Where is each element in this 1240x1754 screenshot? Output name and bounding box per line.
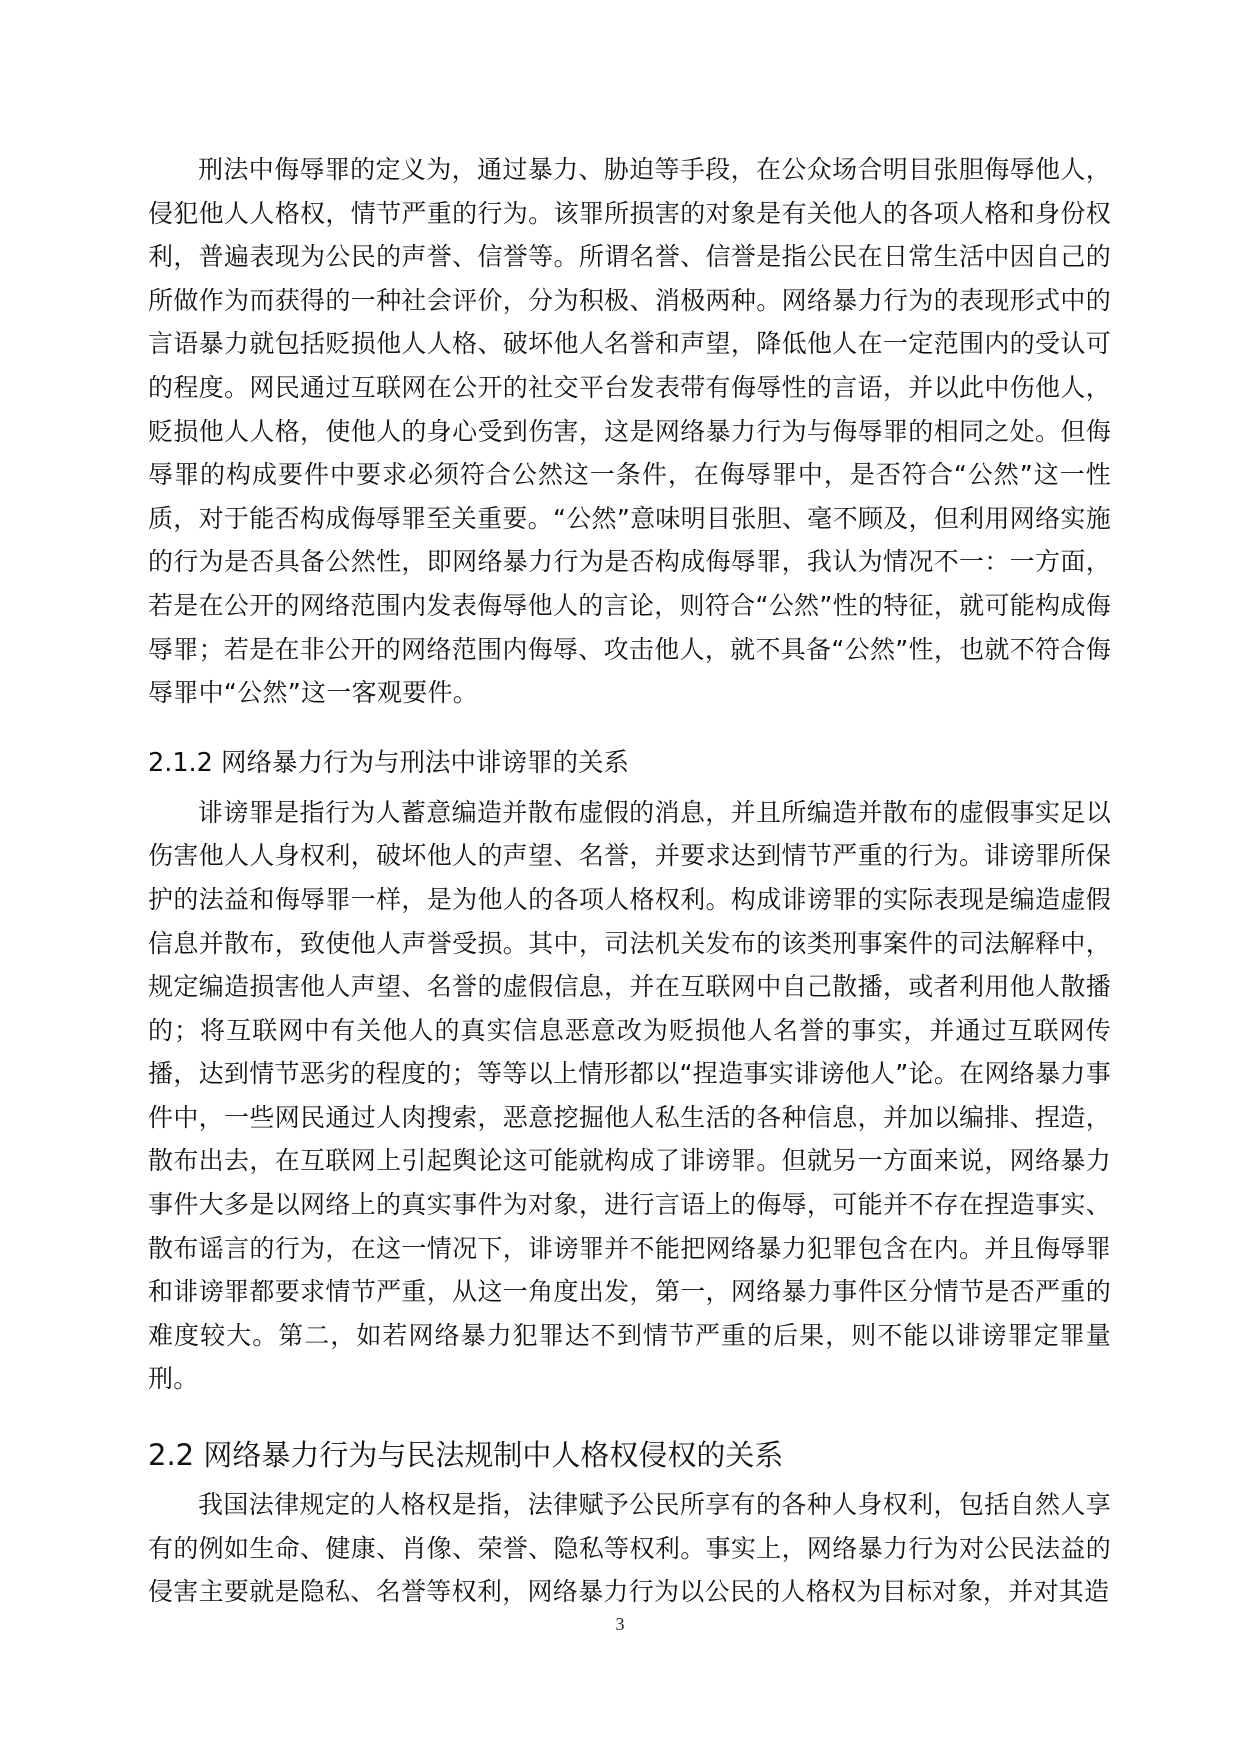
- paragraph-defamation-crime: 诽谤罪是指行为人蓄意编造并散布虚假的消息，并且所编造并散布的虚假事实足以伤害他人人身权利，破坏他人的声望、名誉，并要求达到情节严重的行为。诽谤罪所保护的法益和侮辱罪一样，是为他人的各项人格权利。构成诽谤罪的实际表现是编造虚假信息并散布，致使他人声誉受损。其中，司法机关发布的该类刑事案件的司法解释中，规定编造损害他人声望、名誉的虚假信息，并在互联网中自己散播，或者利用他人散播的；将互联网中有关他人的真实信息恶意改为贬损他人名誉的事实，并通过互联网传播，达到情节恶劣的程度的；等等以上情形都以“捏造事实诽谤他人”论。在网络暴力事件中，一些网民通过人肉搜索，恶意挖掘他人私生活的各种信息，并加以编排、捏造，散布出去，在互联网上引起舆论这可能就构成了诽谤罪。但就另一方面来说，网络暴力事件大多是以网络上的真实事件为对象，进行言语上的侮辱，可能并不存在捏造事实、散布谣言的行为，在这一情况下，诽谤罪并不能把网络暴力犯罪包含在内。并且侮辱罪和诽谤罪都要求情节严重，从这一角度出发，第一，网络暴力事件区分情节是否严重的难度较大。第二，如若网络暴力犯罪达不到情节严重的后果，则不能以诽谤罪定罪量刑。: [148, 797, 1111, 1394]
- section-heading-2-2: 2.2 网络暴力行为与民法规制中人格权侵权的关系: [148, 1438, 784, 1473]
- subsection-heading-2-1-2: 2.1.2 网络暴力行为与刑法中诽谤罪的关系: [148, 747, 629, 778]
- page-body: [148, 148, 1111, 1614]
- paragraph-insult-crime: 刑法中侮辱罪的定义为，通过暴力、胁迫等手段，在公众场合明目张胆侮辱他人，侵犯他人人格权，情节严重的行为。该罪所损害的对象是有关他人的各项人格和身份权利，普遍表现为公民的声誉、信誉等。所谓名誉、信誉是指公民在日常生活中因自己的所做作为而获得的一种社会评价，分为积极、消极两种。网络暴力行为的表现形式中的言语暴力就包括贬损他人人格、破坏他人名誉和声望，降低他人在一定范围内的受认可的程度。网民通过互联网在公开的社交平台发表带有侮辱性的言语，并以此中伤他人，贬损他人人格，使他人的身心受到伤害，这是网络暴力行为与侮辱罪的相同之处。但侮辱罪的构成要件中要求必须符合公然这一条件，在侮辱罪中，是否符合“公然”这一性质，对于能否构成侮辱罪至关重要。“公然”意味明目张胆、毫不顾及，但利用网络实施的行为是否具备公然性，即网络暴力行为是否构成侮辱罪，我认为情况不一：一方面，若是在公开的网络范围内发表侮辱他人的言论，则符合“公然”性的特征，就可能构成侮辱罪；若是在非公开的网络范围内侮辱、攻击他人，就不具备“公然”性，也就不符合侮辱罪中“公然”这一客观要件。: [148, 155, 1111, 708]
- paragraph-personality-rights: 我国法律规定的人格权是指，法律赋予公民所享有的各种人身权利，包括自然人享有的例如生命、健康、肖像、荣誉、隐私等权利。事实上，网络暴力行为对公民法益的侵害主要就是隐私、名誉等权利，网络暴力行为以公民的人格权为目标对象，并对其造: [148, 1490, 1111, 1607]
- page-number: 3: [615, 1614, 625, 1634]
